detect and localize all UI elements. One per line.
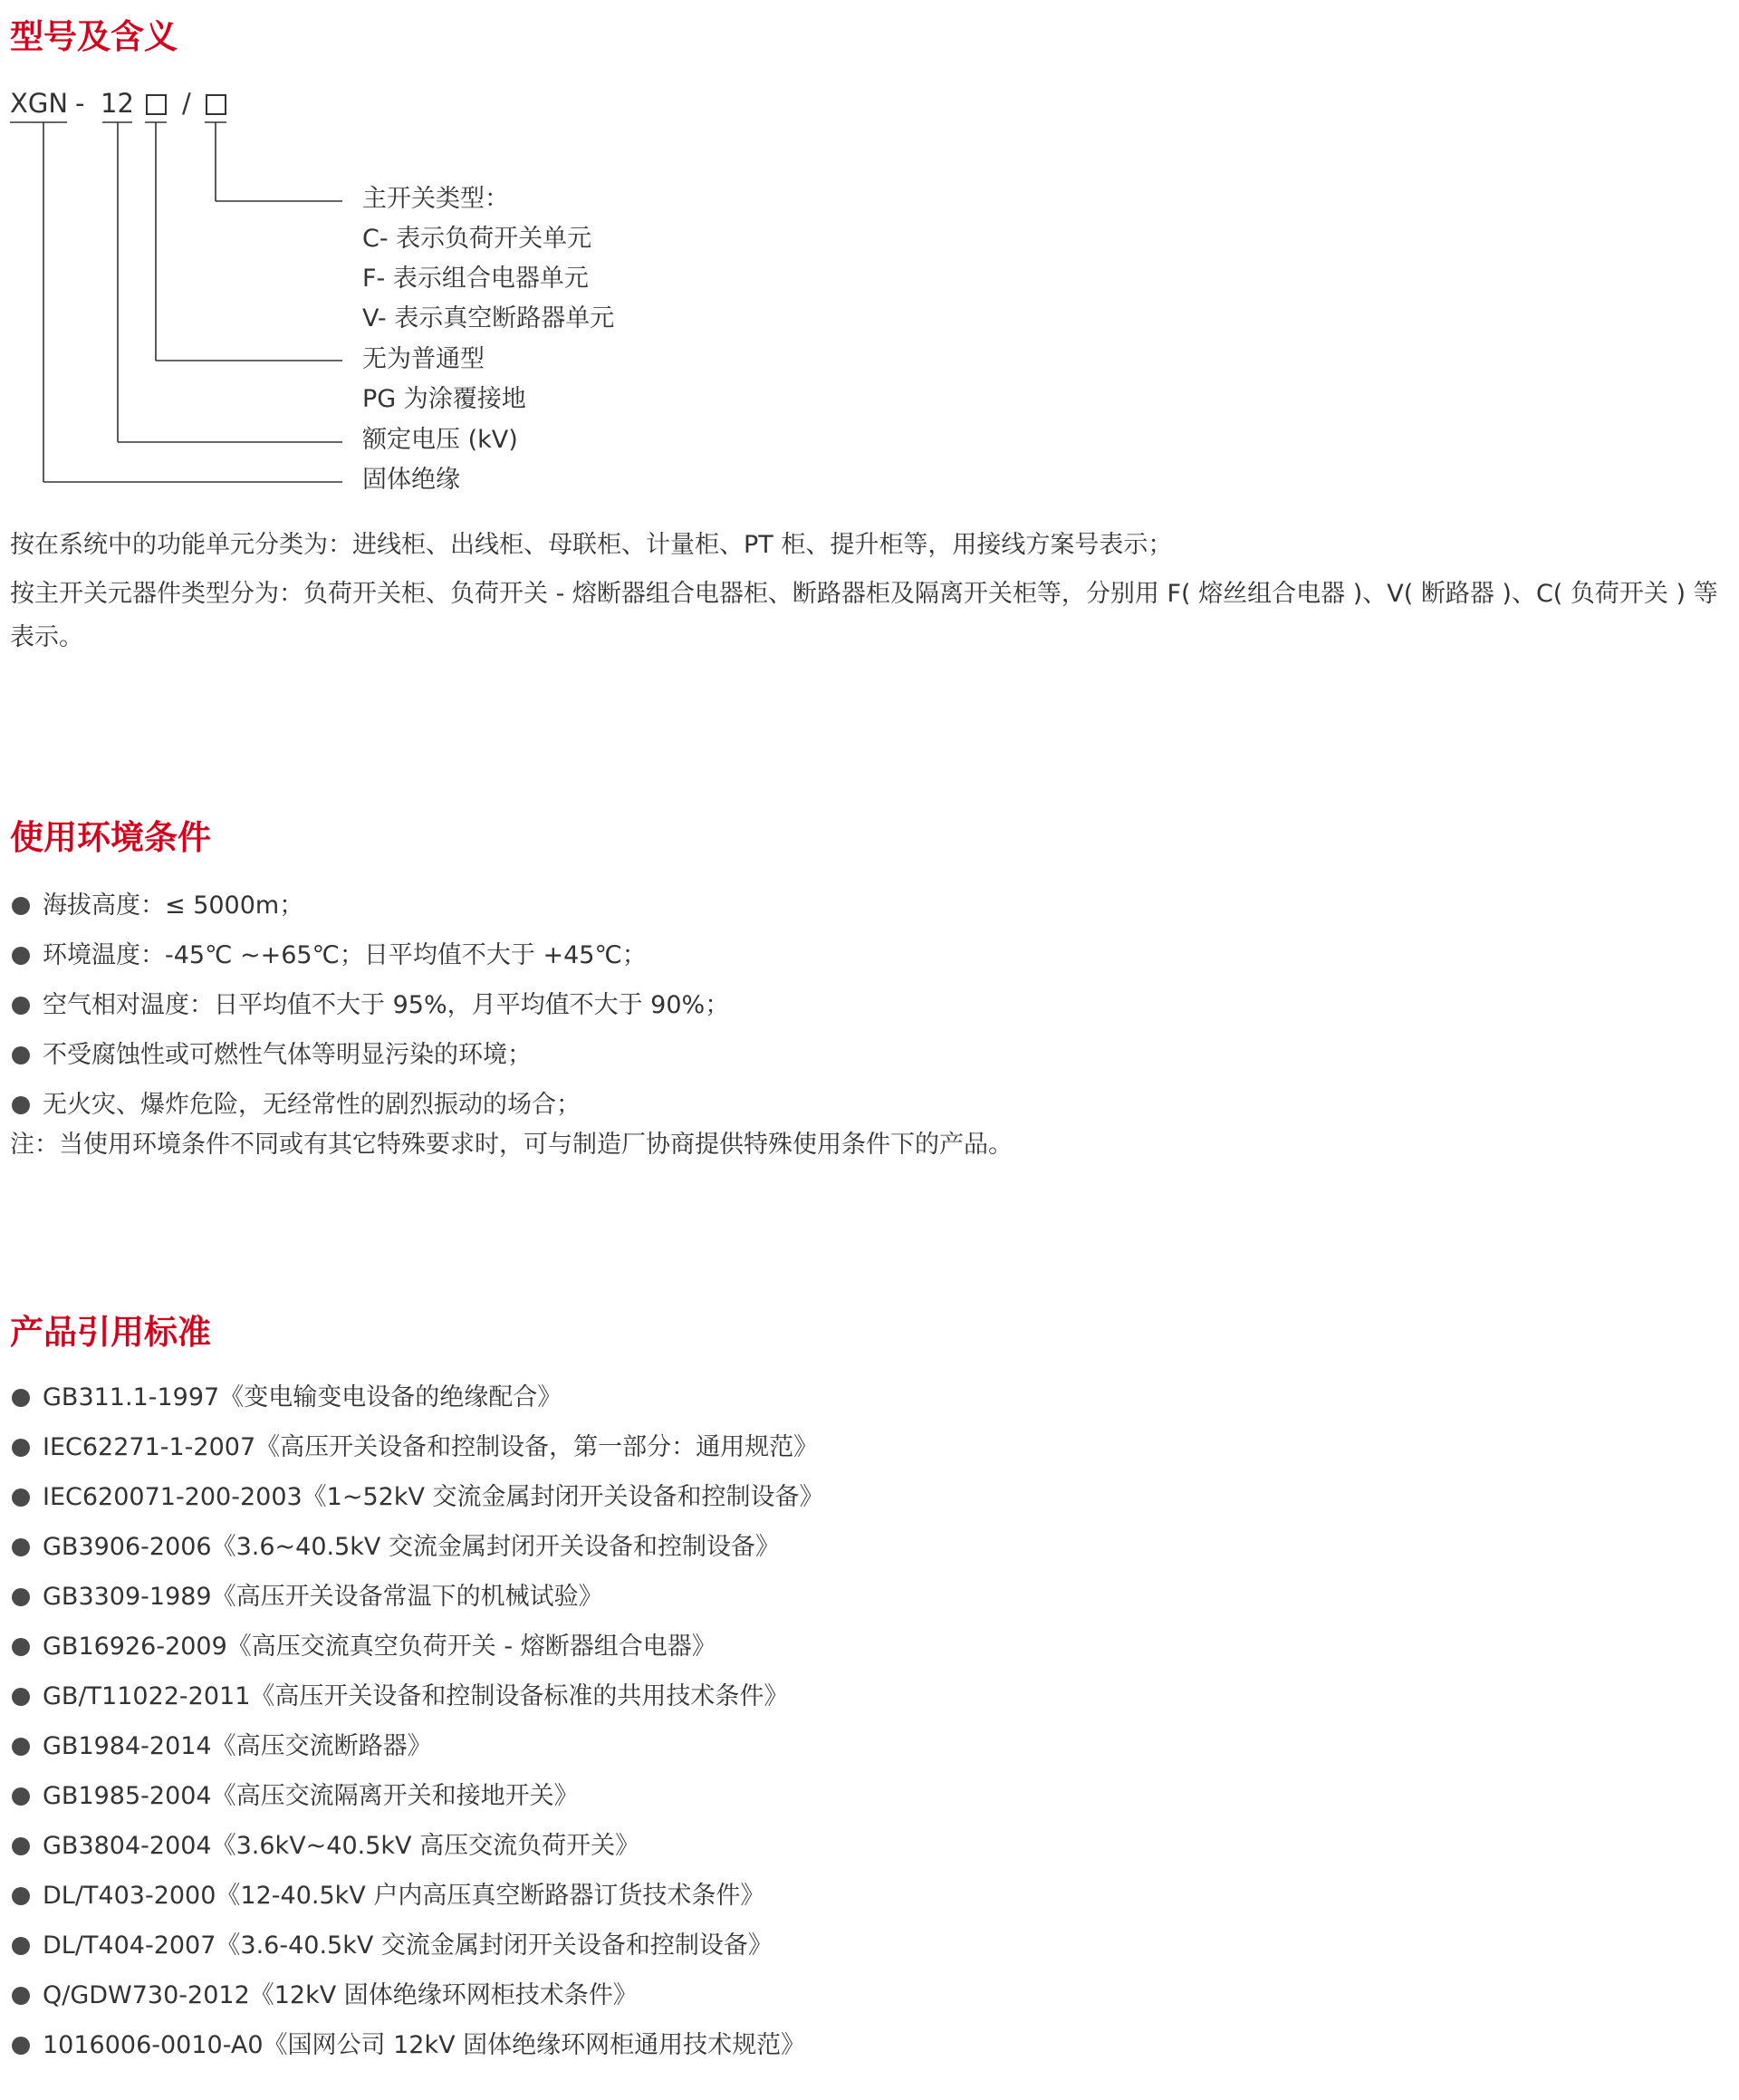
list-item	[10, 1622, 824, 1671]
bullet-icon	[12, 1887, 30, 1905]
list-item-text: GB1984-2014《高压交流断路器》	[43, 1732, 432, 1760]
list-item-text: GB311.1-1997《变电输变电设备的绝缘配合》	[43, 1383, 562, 1411]
code-slash: /	[182, 88, 191, 119]
legend-normal-type: 无为普通型	[362, 345, 485, 373]
section-title-model: 型号及含义	[10, 17, 178, 56]
list-item	[10, 1422, 824, 1472]
list-item	[10, 1671, 824, 1721]
legend-pg-coating: PG 为涂覆接地	[362, 385, 526, 413]
standards-list	[10, 1373, 824, 2070]
bullet-icon	[12, 1439, 30, 1457]
code-rating: 12	[101, 88, 134, 119]
environment-note: 注：当使用环境条件不同或有其它特殊要求时，可与制造厂协商提供特殊使用条件下的产品。	[10, 1131, 1013, 1159]
model-code-bracket-diagram	[0, 0, 1739, 507]
list-item-text: Q/GDW730-2012《12kV 固体绝缘环网柜技术条件》	[43, 1981, 638, 2009]
bullet-icon	[12, 1738, 30, 1756]
list-item	[10, 1921, 824, 1970]
list-item	[10, 1721, 824, 1771]
list-item	[10, 1080, 729, 1130]
list-item	[10, 881, 729, 930]
list-item	[10, 1373, 824, 1422]
list-item-text: 海拔高度：≤ 5000m；	[43, 891, 304, 920]
bullet-icon	[12, 897, 30, 915]
list-item	[10, 980, 729, 1030]
list-item-text: GB/T11022-2011《高压开关设备和控制设备标准的共用技术条件》	[43, 1682, 789, 1710]
legend-main-switch-type: 主开关类型：	[362, 185, 509, 213]
list-item	[10, 1030, 729, 1080]
list-item-text: IEC62271-1-2007《高压开关设备和控制设备，第一部分：通用规范》	[43, 1433, 819, 1461]
bullet-icon	[12, 1937, 30, 1955]
list-item-text: IEC620071-200-2003《1~52kV 交流金属封闭开关设备和控制设备》	[43, 1483, 824, 1511]
list-item	[10, 1970, 824, 2020]
bullet-icon	[12, 1688, 30, 1706]
bullet-icon	[12, 1538, 30, 1556]
list-item-text: GB16926-2009《高压交流真空负荷开关 - 熔断器组合电器》	[43, 1633, 716, 1661]
bullet-icon	[12, 1588, 30, 1606]
legend-v-vacuum-breaker: V- 表示真空断路器单元	[362, 304, 615, 332]
bullet-icon	[12, 1096, 30, 1114]
section-title-standards: 产品引用标准	[10, 1313, 211, 1352]
list-item-text: GB1985-2004《高压交流隔离开关和接地开关》	[43, 1782, 579, 1810]
bullet-icon	[12, 1638, 30, 1656]
list-item-text: 空气相对温度：日平均值不大于 95%，月平均值不大于 90%；	[43, 991, 730, 1019]
bullet-icon	[12, 1046, 30, 1064]
list-item	[10, 1522, 824, 1572]
list-item-text: DL/T404-2007《3.6-40.5kV 交流金属封闭开关设备和控制设备》	[43, 1931, 773, 1960]
bullet-icon	[12, 1987, 30, 2005]
bullet-icon	[12, 2037, 30, 2055]
list-item	[10, 1821, 824, 1871]
bullet-icon	[12, 1389, 30, 1407]
list-item-text: DL/T403-2000《12-40.5kV 户内高压真空断路器订货技术条件》	[43, 1882, 765, 1910]
environment-list	[10, 881, 729, 1130]
list-item	[10, 1572, 824, 1622]
list-item-text: GB3309-1989《高压开关设备常温下的机械试验》	[43, 1583, 603, 1611]
section-title-environment: 使用环境条件	[10, 818, 211, 857]
code-prefix: XGN	[10, 88, 69, 119]
classification-paragraph-2: 按主开关元器件类型分为：负荷开关柜、负荷开关 - 熔断器组合电器柜、断路器柜及隔离开关柜等，分别用 F( 熔丝组合电器 )、V( 断路器 )、C( 负荷开关 ) 等表示。	[10, 580, 1718, 651]
legend-f-combination: F- 表示组合电器单元	[362, 265, 589, 293]
list-item	[10, 1871, 824, 1921]
list-item	[10, 1472, 824, 1522]
bullet-icon	[12, 997, 30, 1015]
list-item-text: 1016006-0010-A0《国网公司 12kV 固体绝缘环网柜通用技术规范》	[43, 2031, 806, 2059]
legend-rated-voltage: 额定电压 (kV)	[362, 426, 518, 454]
bullet-icon	[12, 947, 30, 965]
list-item	[10, 2020, 824, 2070]
list-item-text: GB3804-2004《3.6kV~40.5kV 高压交流负荷开关》	[43, 1832, 640, 1860]
list-item-text: GB3906-2006《3.6~40.5kV 交流金属封闭开关设备和控制设备》	[43, 1533, 780, 1561]
list-item	[10, 930, 729, 980]
classification-paragraph-1: 按在系统中的功能单元分类为：进线柜、出线柜、母联柜、计量柜、PT 柜、提升柜等，用接线方案号表示；	[10, 531, 1173, 559]
bullet-icon	[12, 1787, 30, 1806]
bullet-icon	[12, 1837, 30, 1855]
list-item	[10, 1771, 824, 1821]
bullet-icon	[12, 1488, 30, 1507]
code-dash: -	[75, 88, 85, 119]
legend-solid-insulation: 固体绝缘	[362, 466, 460, 494]
legend-c-load-switch: C- 表示负荷开关单元	[362, 225, 592, 253]
list-item-text: 不受腐蚀性或可燃性气体等明显污染的环境；	[43, 1041, 532, 1069]
list-item-text: 环境温度：-45℃ ~+65℃；日平均值不大于 +45℃；	[43, 941, 647, 969]
list-item-text: 无火灾、爆炸危险，无经常性的剧烈振动的场合；	[43, 1091, 581, 1119]
